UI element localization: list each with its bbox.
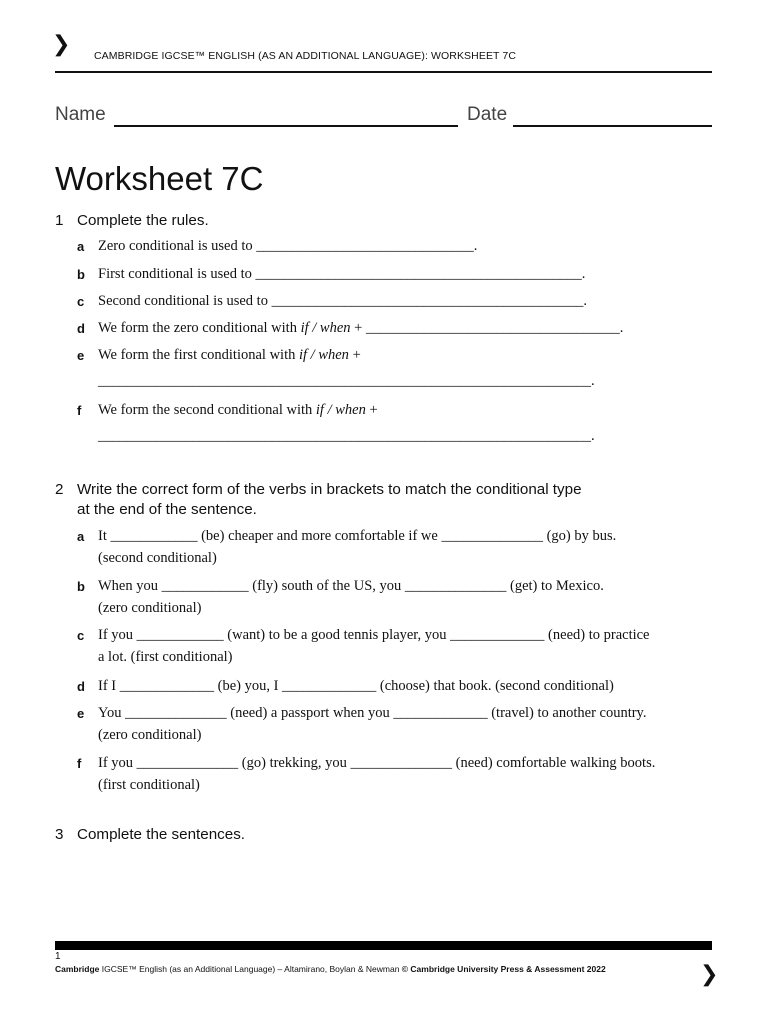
- question-number: 2: [55, 481, 64, 498]
- question-text: Complete the rules.: [77, 212, 209, 229]
- question-number: 1: [55, 212, 64, 229]
- page-number: 1: [55, 951, 61, 962]
- question-number: 3: [55, 826, 64, 843]
- header-divider: [55, 71, 712, 73]
- question-text: Write the correct form of the verbs in brackets to match the conditional type: [77, 481, 582, 498]
- date-line: [513, 125, 712, 127]
- worksheet-title: Worksheet 7C: [55, 160, 264, 197]
- chevron-right-icon[interactable]: ❯: [700, 962, 719, 987]
- question-text-continued: at the end of the sentence.: [77, 501, 257, 518]
- date-label: Date: [467, 104, 508, 125]
- footer-bar: [55, 941, 712, 950]
- name-label: Name: [55, 104, 106, 125]
- chevron-right-icon[interactable]: ❯: [52, 32, 71, 57]
- question-text: Complete the sentences.: [77, 826, 246, 843]
- footer-citation: Cambridge IGCSE™ English (as an Additional Language) – Altamirano, Boylan & Newman © Cambridge University Press & Assessment 2022: [55, 964, 606, 974]
- name-line: [114, 125, 458, 127]
- name-date-row: [55, 104, 715, 132]
- header-title: CAMBRIDGE IGCSE™ ENGLISH (AS AN ADDITIONAL LANGUAGE): WORKSHEET 7C: [94, 50, 517, 62]
